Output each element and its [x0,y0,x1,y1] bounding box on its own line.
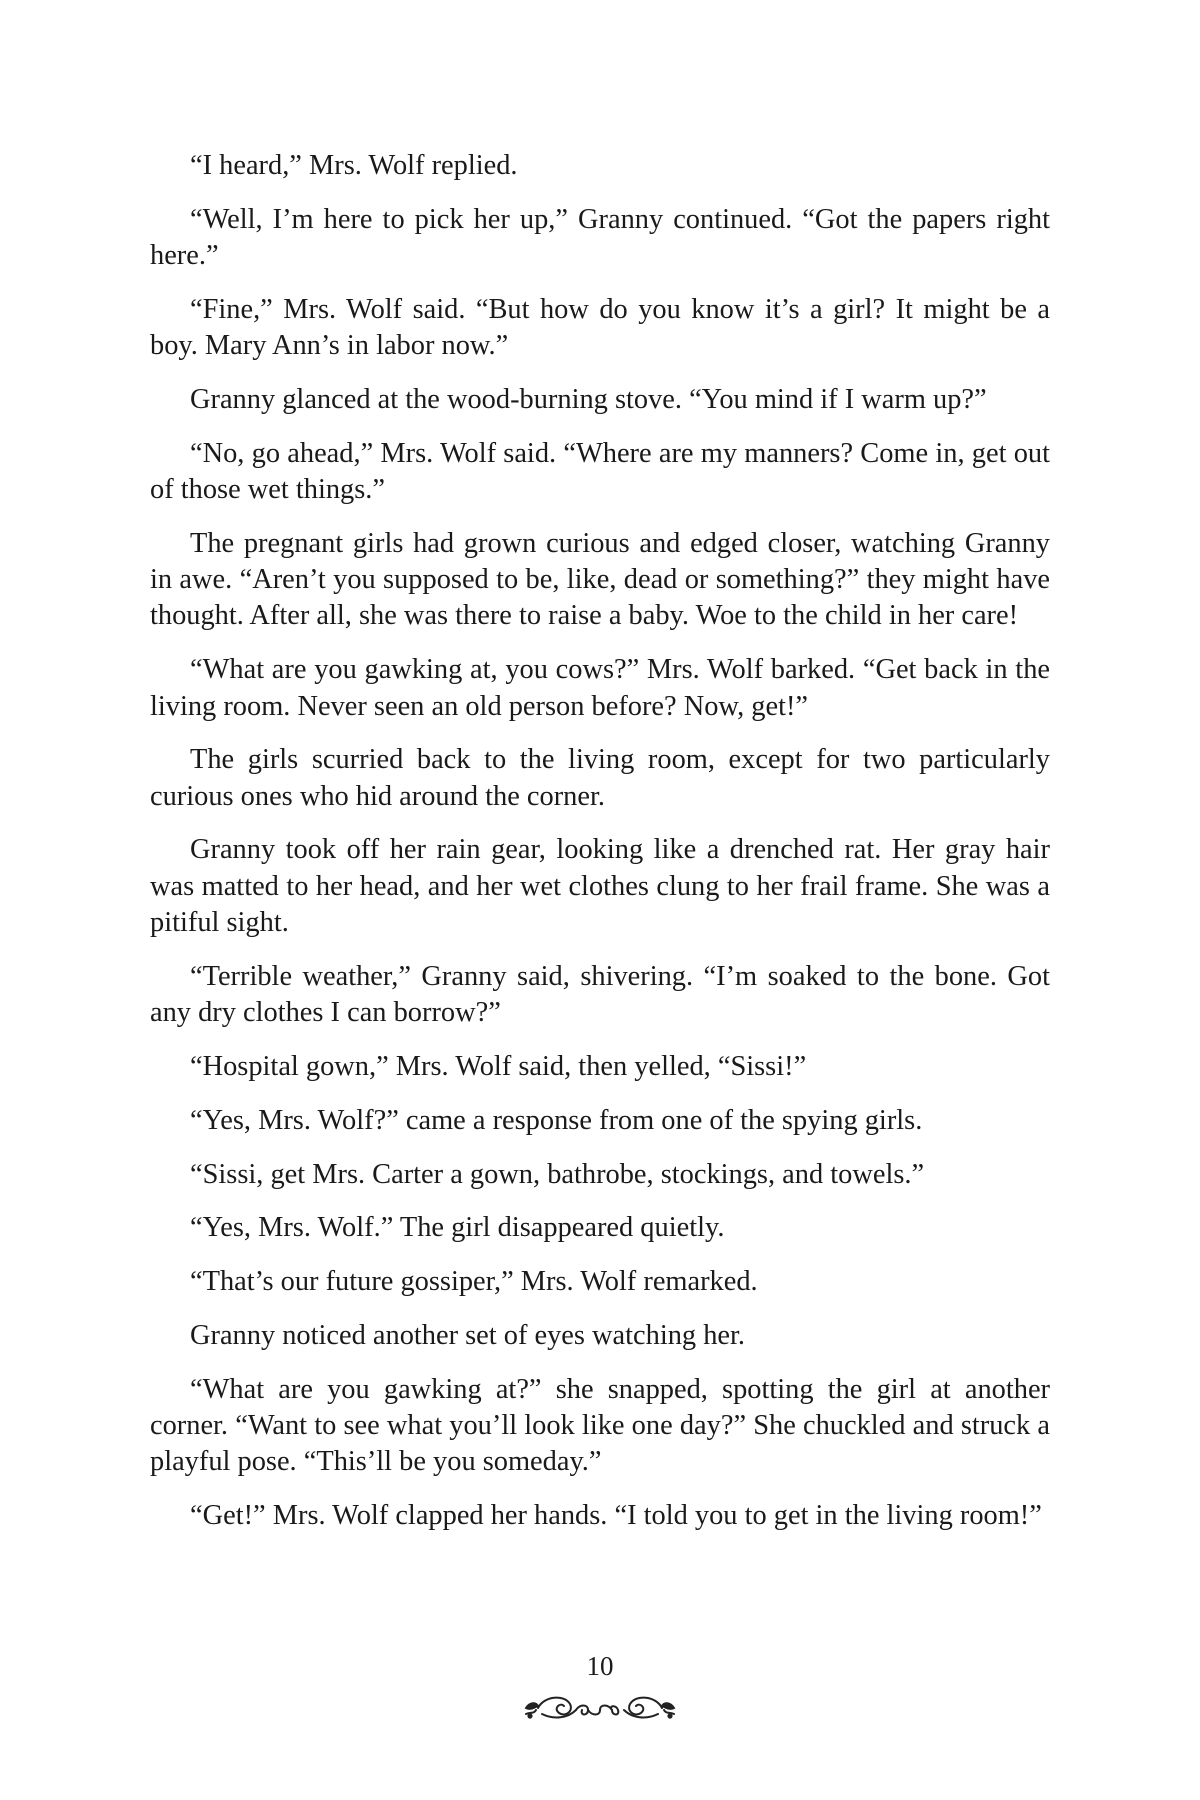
scroll-flourish-icon [520,1688,680,1724]
paragraph: “Sissi, get Mrs. Carter a gown, bathrobe, stockings, and towels.” [190,1158,925,1190]
paragraph: Granny glanced at the wood-burning stove. “You mind if I warm up?” [190,383,987,415]
paragraph: “I heard,” Mrs. Wolf replied. [190,150,518,181]
paragraph: “Terrible weather,” Granny said, shivering. “I’m soaked to the bone. Got any dry clothes I can borrow?” [150,960,1050,1029]
paragraph: “What are you gawking at, you cows?” Mrs. Wolf barked. “Get back in the living room. Never seen an old person before? Now, get!” [150,654,1050,722]
paragraph: “Get!” Mrs. Wolf clapped her hands. “I told you to get in the living room!” [190,1500,1042,1532]
paragraph: “Yes, Mrs. Wolf?” came a response from one of the spying girls. [190,1104,923,1136]
paragraph: “That’s our future gossiper,” Mrs. Wolf remarked. [190,1266,758,1298]
paragraph: “Hospital gown,” Mrs. Wolf said, then yelled, “Sissi!” [190,1050,807,1082]
paragraph: “Yes, Mrs. Wolf.” The girl disappeared quietly. [190,1212,725,1244]
body-text [150,148,1050,1552]
paragraph: The girls scurried back to the living room, except for two particularly curious ones who hid around the corner. [150,744,1050,812]
page-number: 10 [586,1651,614,1681]
paragraph: “No, go ahead,” Mrs. Wolf said. “Where are my manners? Come in, get out of those wet things.” [150,437,1050,506]
paragraph: The pregnant girls had grown curious and edged closer, watching Granny in awe. “Aren’t you supposed to be, like, dead or something?” they might have thought. After all, she was there to raise a baby. Woe to the child in her care! [150,527,1050,632]
paragraph: Granny took off her rain gear, looking like a drenched rat. Her gray hair was matted to her head, and her wet clothes clung to her frail frame. She was a pitiful sight. [150,834,1050,939]
paragraph: Granny noticed another set of eyes watching her. [190,1319,746,1351]
paragraph: “What are you gawking at?” she snapped, spotting the girl at another corner. “Want to see what you’ll look like one day?” She chuckled and struck a playful pose. “This’ll be you someday.” [150,1373,1050,1478]
paragraph: “Well, I’m here to pick her up,” Granny continued. “Got the papers right here.” [150,203,1050,272]
paragraph: “Fine,” Mrs. Wolf said. “But how do you know it’s a girl? It might be a boy. Mary Ann’s in labor now.” [150,293,1050,362]
